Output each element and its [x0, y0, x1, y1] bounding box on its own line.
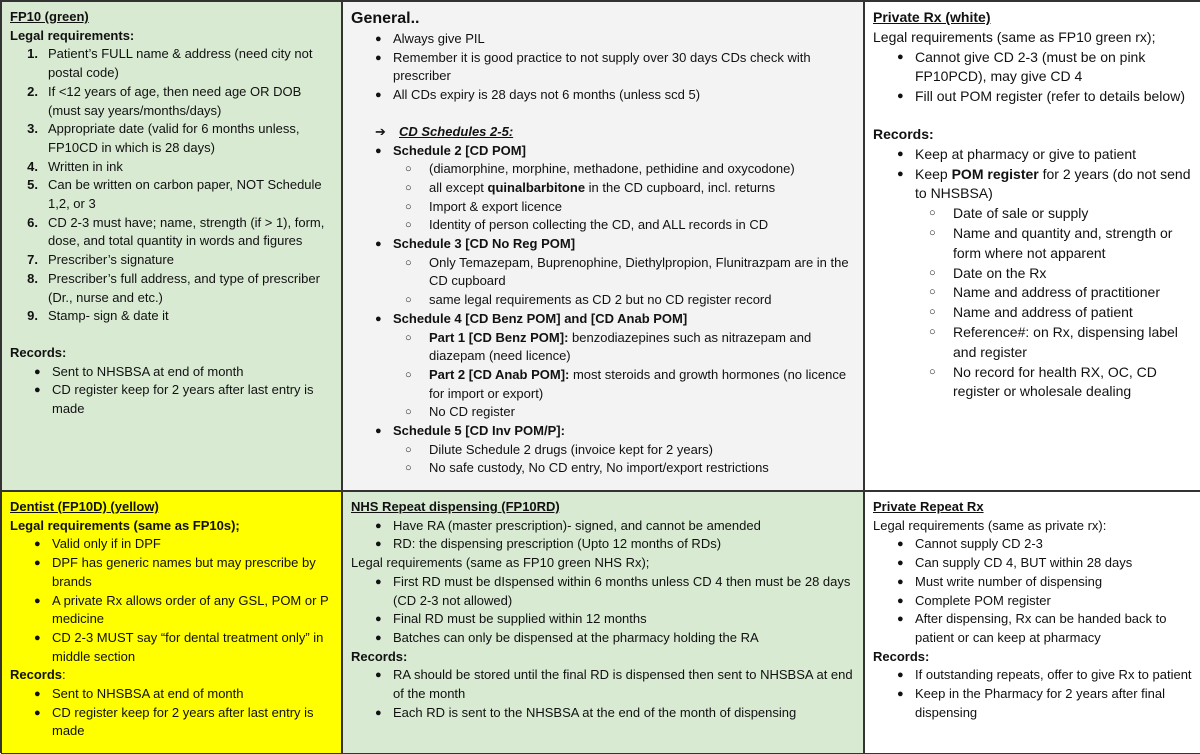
- dentist-records-heading: [10, 666, 333, 685]
- list-item: [10, 83, 333, 120]
- private-rx-legal-line: Legal requirements (same as FP10 green rx);: [873, 28, 1156, 45]
- list-item: [873, 165, 1192, 205]
- private-repeat-title: Private Repeat Rx: [873, 499, 984, 514]
- bullet-icon: ●: [34, 706, 41, 719]
- item-text: Prescriber’s signature: [48, 252, 174, 268]
- list-item: [873, 666, 1192, 685]
- nhs-repeat-records-list: [351, 666, 855, 722]
- circle-bullet-icon: ○: [929, 306, 936, 319]
- schedule-list: [351, 310, 855, 329]
- fp10-legal-heading: Legal requirements:: [10, 27, 135, 43]
- item-text: CD register keep for 2 years after last entry is made: [52, 382, 314, 417]
- item-number: 7.: [27, 252, 38, 268]
- list-item: [351, 86, 855, 105]
- general-title: General..: [351, 10, 420, 27]
- private-rx-title: Private Rx (white): [873, 9, 991, 25]
- list-item: [10, 685, 333, 704]
- list-item: [873, 363, 1192, 403]
- item-text: CD register keep for 2 years after last entry is made: [52, 704, 314, 739]
- bullet-icon: ●: [375, 144, 382, 157]
- text-run: benzodiazepines such as nitrazepam and diazepam (need licence): [429, 329, 812, 364]
- item-text: Complete POM register: [915, 592, 1051, 608]
- private-rx-records-heading: Records:: [873, 125, 934, 142]
- records-label: Records: [10, 667, 63, 683]
- fp10-cell: [1, 1, 342, 491]
- item-text: Valid only if in DPF: [52, 536, 161, 552]
- cd-schedules-label: CD Schedules 2-5:: [399, 123, 514, 139]
- list-item: [351, 535, 855, 554]
- fp10-records-list: [10, 363, 333, 419]
- item-text: Remember it is good practice to not supply over 30 days CDs check with prescriber: [393, 49, 811, 84]
- item-text: Fill out POM register (refer to details below): [915, 88, 1185, 105]
- item-text: DPF has generic names but may prescribe by brands: [52, 555, 316, 589]
- list-item: [10, 270, 333, 307]
- bold-run: quinalbarbitone: [487, 179, 586, 195]
- item-text: Stamp- sign & date it: [48, 308, 169, 324]
- dentist-cell: [1, 491, 342, 754]
- list-item: [351, 610, 855, 629]
- item-text: Can supply CD 4, BUT within 28 days: [915, 555, 1133, 571]
- list-item: [351, 629, 855, 648]
- list-item: [873, 283, 1192, 303]
- schedule-5: [351, 422, 855, 441]
- list-item: [351, 403, 855, 422]
- item-text: Prescriber’s full address, and type of prescriber (Dr., nurse and etc.): [48, 270, 320, 305]
- fp10-records-heading: Records:: [10, 344, 67, 360]
- bullet-icon: ●: [34, 594, 41, 607]
- circle-bullet-icon: ○: [405, 294, 412, 307]
- item-text: [915, 165, 1192, 205]
- item-number: 2.: [27, 83, 38, 99]
- item-text: CD 2-3 MUST say “for dental treatment only” in middle section: [52, 629, 324, 664]
- bullet-icon: ●: [375, 706, 382, 719]
- item-text: First RD must be dIspensed within 6 months unless CD 4 then must be 28 days (CD 2-3 not allowed): [393, 573, 851, 608]
- list-item: [10, 629, 333, 666]
- bullet-icon: ●: [375, 312, 382, 325]
- item-text: RA should be stored until the final RD is dispensed then sent to NHSBSA at end of the month: [393, 667, 853, 702]
- list-item: [10, 214, 333, 251]
- circle-bullet-icon: ○: [405, 219, 412, 232]
- nhs-repeat-cell: [342, 491, 864, 754]
- bullet-icon: ●: [375, 51, 382, 64]
- dentist-legal-list: [10, 535, 333, 666]
- list-item: [10, 45, 333, 82]
- nhs-repeat-legal-line: Legal requirements (same as FP10 green NHS Rx);: [351, 555, 650, 571]
- item-text: Date of sale or supply: [953, 205, 1089, 222]
- dentist-title: Dentist (FP10D) (yellow): [10, 499, 159, 514]
- list-item: [873, 610, 1192, 647]
- list-item: [351, 160, 855, 179]
- list-item: [10, 381, 333, 418]
- item-text: Batches can only be dispensed at the pharmacy holding the RA: [393, 629, 759, 645]
- list-item: [351, 179, 855, 198]
- schedule-2-sublist: [351, 160, 855, 235]
- item-text: Sent to NHSBSA at end of month: [52, 686, 244, 702]
- list-item: [10, 158, 333, 177]
- list-item: [10, 592, 333, 629]
- item-text: Import & export licence: [429, 198, 562, 214]
- circle-bullet-icon: ○: [929, 365, 936, 378]
- nhs-repeat-list-2: [351, 573, 855, 648]
- bullet-icon: ●: [34, 384, 41, 397]
- dentist-records-list: [10, 685, 333, 741]
- item-text: If outstanding repeats, offer to give Rx to patient: [915, 667, 1192, 683]
- bullet-icon: ●: [897, 688, 904, 701]
- nhs-repeat-title: NHS Repeat dispensing (FP10RD): [351, 499, 560, 514]
- list-item: [351, 441, 855, 460]
- list-item: [10, 535, 333, 554]
- schedule-4-sublist: [351, 329, 855, 423]
- list-item: [873, 554, 1192, 573]
- schedule-heading: Schedule 2 [CD POM]: [393, 142, 526, 158]
- item-text: Name and quantity and, strength or form where not apparent: [953, 224, 1173, 261]
- item-text: Cannot give CD 2-3 (must be on pink FP10PCD), may give CD 4: [915, 48, 1146, 85]
- bullet-icon: ●: [375, 89, 382, 102]
- general-cell: [342, 1, 864, 491]
- item-text: Reference#: on Rx, dispensing label and register: [953, 323, 1178, 360]
- item-text: Name and address of patient: [953, 304, 1133, 321]
- text-run: Keep: [915, 165, 952, 182]
- item-text: Have RA (master prescription)- signed, and cannot be amended: [393, 517, 761, 533]
- item-text: A private Rx allows order of any GSL, POM or P medicine: [52, 592, 329, 627]
- bullet-icon: ●: [897, 613, 904, 626]
- item-text: Patient’s FULL name & address (need city not postal code): [48, 46, 313, 81]
- bullet-icon: ●: [34, 688, 41, 701]
- item-number: 3.: [27, 121, 38, 137]
- circle-bullet-icon: ○: [929, 226, 936, 239]
- list-item: [351, 517, 855, 536]
- bullet-icon: ●: [375, 33, 382, 45]
- private-repeat-cell: [864, 491, 1200, 754]
- item-text: RD: the dispensing prescription (Upto 12 months of RDs): [393, 536, 722, 552]
- bullet-icon: ●: [375, 613, 382, 626]
- list-item: [351, 49, 855, 86]
- item-text: After dispensing, Rx can be handed back to patient or can keep at pharmacy: [915, 611, 1167, 645]
- schedule-list: [351, 422, 855, 441]
- list-item: [351, 30, 855, 49]
- item-text: No record for health RX, OC, CD register or wholesale dealing: [953, 363, 1157, 400]
- list-item: [10, 363, 333, 382]
- item-text: Sent to NHSBSA at end of month: [52, 363, 244, 379]
- list-item: [873, 573, 1192, 592]
- nhs-repeat-records-heading: Records:: [351, 648, 408, 664]
- item-text: (diamorphine, morphine, methadone, pethidine and oxycodone): [429, 161, 795, 177]
- circle-bullet-icon: ○: [929, 266, 936, 279]
- list-item: [873, 592, 1192, 611]
- bold-run: Part 2 [CD Anab POM]:: [429, 366, 570, 382]
- cd-schedules-heading: [375, 123, 855, 142]
- circle-bullet-icon: ○: [405, 163, 412, 176]
- bullet-icon: ●: [897, 147, 904, 160]
- circle-bullet-icon: ○: [405, 406, 412, 419]
- private-repeat-records-heading: Records:: [873, 648, 930, 664]
- list-item: [351, 459, 855, 478]
- records-colon: :: [62, 667, 66, 683]
- bullet-icon: ●: [897, 669, 904, 682]
- private-rx-legal-list: [873, 48, 1192, 107]
- nhs-repeat-list-1: [351, 517, 855, 554]
- circle-bullet-icon: ○: [405, 368, 412, 381]
- list-item: [10, 176, 333, 213]
- bullet-icon: ●: [897, 167, 904, 180]
- schedule-2: [351, 142, 855, 161]
- list-item: [351, 573, 855, 610]
- item-text: [429, 366, 855, 403]
- text-run: most steroids and growth hormones (no licence for import or export): [429, 366, 847, 401]
- item-text: Written in ink: [48, 158, 123, 174]
- text-run: for 2 years (do not send to NHSBSA): [915, 165, 1191, 202]
- pom-register-details: [873, 204, 1192, 402]
- bullet-icon: ●: [897, 575, 904, 588]
- bullet-icon: ●: [897, 538, 904, 551]
- item-text: Always give PIL: [393, 31, 485, 46]
- circle-bullet-icon: ○: [405, 462, 412, 475]
- list-item: [873, 323, 1192, 363]
- private-rx-records-list: [873, 145, 1192, 204]
- private-repeat-legal-line: Legal requirements (same as private rx):: [873, 517, 1107, 533]
- general-list: [351, 30, 855, 105]
- circle-bullet-icon: ○: [405, 331, 412, 344]
- private-repeat-records-list: [873, 666, 1192, 722]
- list-item: [873, 685, 1192, 722]
- private-repeat-legal-list: [873, 535, 1192, 647]
- item-number: 5.: [27, 177, 38, 193]
- schedule-list: [351, 235, 855, 254]
- circle-bullet-icon: ○: [405, 200, 412, 213]
- list-item: [873, 264, 1192, 284]
- schedule-heading: Schedule 4 [CD Benz POM] and [CD Anab POM]: [393, 310, 688, 326]
- bold-run: Part 1 [CD Benz POM]:: [429, 329, 569, 345]
- text-run: in the CD cupboard, incl. returns: [585, 179, 776, 195]
- item-text: CD 2-3 must have; name, strength (if > 1), form, dose, and total quantity in words and figures: [48, 214, 325, 249]
- list-item: [873, 224, 1192, 264]
- list-item: [351, 291, 855, 310]
- arrow-icon: ➔: [375, 123, 386, 139]
- list-item: [351, 254, 855, 291]
- list-item: [873, 145, 1192, 165]
- item-text: Name and address of practitioner: [953, 284, 1160, 301]
- fp10-legal-list: [10, 45, 333, 326]
- bullet-icon: ●: [375, 425, 382, 438]
- bullet-icon: ●: [375, 519, 382, 532]
- circle-bullet-icon: ○: [405, 443, 412, 456]
- item-text: Can be written on carbon paper, NOT Schedule 1,2, or 3: [48, 177, 322, 212]
- schedule-list: [351, 142, 855, 161]
- item-text: Each RD is sent to the NHSBSA at the end of the month of dispensing: [393, 704, 797, 720]
- list-item: [873, 87, 1192, 107]
- item-text: If <12 years of age, then need age OR DOB (must say years/months/days): [48, 83, 302, 118]
- schedule-3: [351, 235, 855, 254]
- bullet-icon: ●: [34, 557, 41, 570]
- list-item: [10, 704, 333, 741]
- bullet-icon: ●: [375, 575, 382, 588]
- item-number: 8.: [27, 270, 38, 286]
- list-item: [351, 366, 855, 403]
- schedule-3-sublist: [351, 254, 855, 310]
- list-item: [873, 535, 1192, 554]
- item-text: Final RD must be supplied within 12 months: [393, 611, 647, 627]
- circle-bullet-icon: ○: [929, 325, 936, 338]
- item-text: All CDs expiry is 28 days not 6 months (unless scd 5): [393, 87, 701, 103]
- bullet-icon: ●: [897, 90, 904, 103]
- list-item: [351, 329, 855, 366]
- item-text: Keep at pharmacy or give to patient: [915, 145, 1137, 162]
- item-text: No safe custody, No CD entry, No import/export restrictions: [429, 460, 769, 476]
- list-item: [10, 554, 333, 591]
- schedule-5-sublist: [351, 441, 855, 478]
- item-text: Dilute Schedule 2 drugs (invoice kept for 2 years): [429, 441, 713, 457]
- list-item: [873, 303, 1192, 323]
- item-number: 9.: [27, 308, 38, 324]
- bullet-icon: ●: [375, 669, 382, 682]
- bullet-icon: ●: [897, 594, 904, 607]
- list-item: [10, 251, 333, 270]
- item-text: Appropriate date (valid for 6 months unless, FP10CD in which is 28 days): [48, 121, 300, 155]
- list-item: [10, 120, 333, 157]
- text-run: all except: [429, 179, 488, 195]
- circle-bullet-icon: ○: [929, 207, 936, 220]
- bold-run: POM register: [951, 165, 1039, 182]
- list-item: [351, 704, 855, 723]
- list-item: [351, 666, 855, 703]
- item-text: same legal requirements as CD 2 but no CD register record: [429, 292, 772, 308]
- item-text: No CD register: [429, 404, 515, 420]
- circle-bullet-icon: ○: [929, 286, 936, 299]
- schedule-4: [351, 310, 855, 329]
- item-text: Keep in the Pharmacy for 2 years after final dispensing: [915, 686, 1166, 720]
- list-item: [351, 198, 855, 217]
- circle-bullet-icon: ○: [405, 181, 412, 194]
- list-item: [10, 307, 333, 326]
- list-item: [351, 216, 855, 235]
- schedule-heading: Schedule 3 [CD No Reg POM]: [393, 236, 576, 252]
- item-number: 4.: [27, 158, 38, 174]
- bullet-icon: ●: [34, 631, 41, 644]
- circle-bullet-icon: ○: [405, 256, 412, 269]
- bullet-icon: ●: [897, 557, 904, 570]
- bullet-icon: ●: [34, 365, 41, 378]
- item-number: 6.: [27, 214, 38, 230]
- bullet-icon: ●: [375, 631, 382, 644]
- schedule-heading: Schedule 5 [CD Inv POM/P]:: [393, 423, 565, 439]
- item-text: Must write number of dispensing: [915, 573, 1103, 589]
- item-text: [429, 329, 855, 366]
- fp10-title: FP10 (green): [10, 9, 89, 24]
- item-text: [429, 179, 855, 198]
- item-text: Date on the Rx: [953, 264, 1047, 281]
- bullet-icon: ●: [375, 538, 382, 551]
- item-text: Identity of person collecting the CD, and ALL records in CD: [429, 217, 769, 233]
- list-item: [873, 48, 1192, 88]
- item-number: 1.: [27, 46, 38, 62]
- bullet-icon: ●: [375, 238, 382, 251]
- item-text: Only Temazepam, Buprenophine, Diethylpropion, Flunitrazpam are in the CD cupboard: [429, 254, 849, 289]
- item-text: Cannot supply CD 2-3: [915, 536, 1043, 552]
- private-rx-cell: [864, 1, 1200, 491]
- dentist-legal-heading: Legal requirements (same as FP10s);: [10, 517, 240, 533]
- list-item: [873, 204, 1192, 224]
- bullet-icon: ●: [34, 538, 41, 551]
- bullet-icon: ●: [897, 50, 904, 63]
